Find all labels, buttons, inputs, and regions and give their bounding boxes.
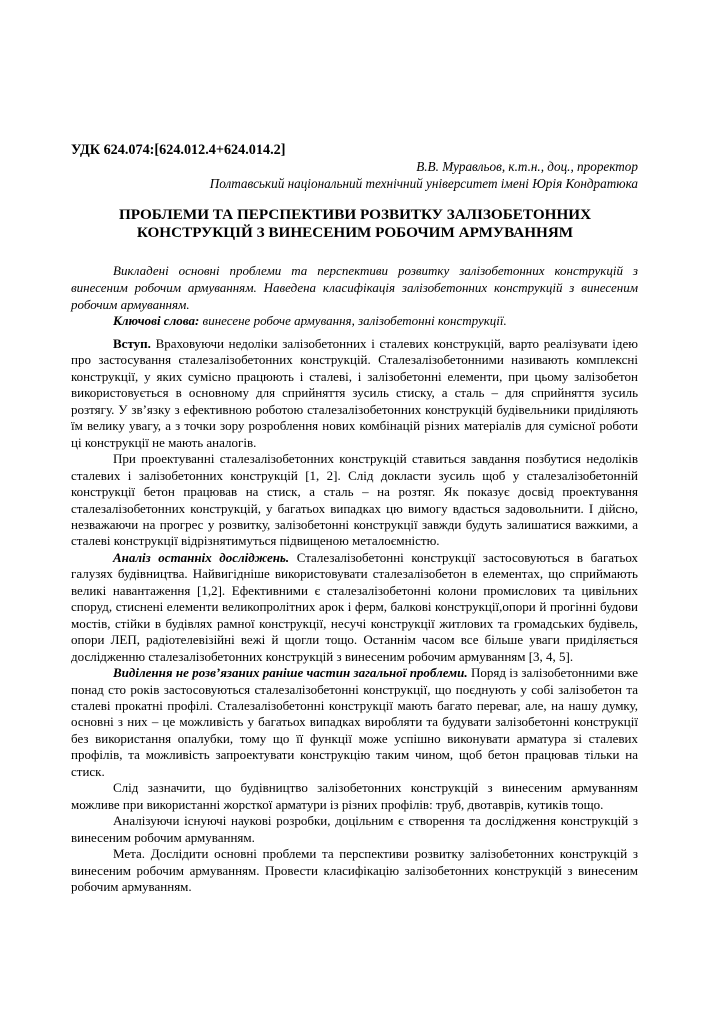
abstract	[71, 263, 638, 313]
unsolved-text: Поряд із залізобетонними вже понад сто років застосовуються сталезалізобетонні конструкції, що поєднують у собі залізобетон та сталеві прокатні профілі. Сталезалізобетонні конструкції мають багато переваг, але, на нашу думку, основні з них – це можливість у багатьох випадках виробляти та будувати залізобетонні конструкції без використання опалубки, тому що її функції може успішно виконувати арматура зі сталевих профілів, та можливість запроектувати конструкцію таким чином, щоб бетон працював тільки на стиск.	[71, 665, 638, 779]
paragraph-intro	[71, 336, 638, 451]
paper-title	[70, 206, 640, 242]
paragraph-unsolved	[71, 665, 638, 780]
keywords-label: Ключові слова:	[113, 313, 200, 328]
udc-code: УДК 624.074:[624.012.4+624.014.2]	[71, 142, 286, 158]
author-name-line: В.В. Муравльов, к.т.н., доц., проректор	[416, 159, 638, 174]
author-affiliation-line: Полтавський національний технічний університет імені Юрія Кондратюка	[209, 176, 638, 191]
intro-text: Враховуючи недоліки залізобетонних і сталевих конструкцій, варто реалізувати ідею про застосування сталезалізобетонних конструкцій. Сталезалізобетонними називають комплексні конструкції, у яких сумісно працюють і сталеві, і залізобетонні елементи, при цьому залізобетон використовується в основному для сприйняття зусиль стиску, а сталь – для сприйняття зусиль розтягу. У зв’язку з ефективною роботою сталезалізобетонних конструкцій будівельники приділяють їм велику увагу, а з точки зору розроблення нових комбінацій різних матеріалів для сумісної роботи ці конструкції не мають аналогів.	[71, 336, 638, 450]
paragraph-goal: Мета. Дослідити основні проблеми та перспективи розвитку залізобетонних конструкцій з винесеним робочим армуванням. Провести класифікацію залізобетонних конструкцій з винесеним робочим армуванням.	[71, 846, 638, 894]
title-line-1: ПРОБЛЕМИ ТА ПЕРСПЕКТИВИ РОЗВИТКУ ЗАЛІЗОБЕТОННИХ	[118, 206, 592, 223]
analysis-text: Сталезалізобетонні конструкції застосовуються в багатьох галузях будівництва. Найвигідніше використовувати сталезалізобетон в елементах, що сприймають великі навантаження [1,2]. Ефективними є сталезалізобетонні колони промислових та цивільних споруд, стиснені елементи великопролітних арок і ферм, балкові конструкції,опори й прогінні будови мостів, стійки в будівлях рамної конструкції, несучі конструкції житлових та громадських будівель, опори ЛЕП, радіотелевізійні вежі й щогли тощо. Останнім часом все більше уваги приділяється дослідженню сталезалізобетонних конструкцій з винесеним робочим армуванням [3, 4, 5].	[71, 549, 639, 664]
unsolved-heading: Виділення не розв’язаних раніше частин загальної проблеми.	[113, 665, 468, 681]
author-block	[210, 158, 638, 192]
keywords-text: винесене робоче армування, залізобетонні конструкції.	[199, 313, 507, 328]
body-text	[71, 336, 638, 895]
keywords	[71, 313, 638, 329]
paragraph-6: Аналізуючи існуючі наукові розробки, доцільним є створення та дослідження конструкцій з винесеним робочим армуванням.	[71, 813, 638, 845]
paragraph-5: Слід зазначити, що будівництво залізобетонних конструкцій з винесеним армуванням можливе при використанні жорсткої арматури із різних профілів: труб, двотаврів, кутиків тощо.	[71, 780, 638, 812]
paragraph-2: При проектуванні сталезалізобетонних конструкцій ставиться завдання позбутися недоліків сталевих і залізобетонних конструкцій [1, 2]. Слід докласти зусиль щоб у сталезалізобетонній конструкції бетон працював на стиск, а сталь – на розтяг. Як показує досвід проектування сталезалізобетонних конструкцій, у багатьох випадках цю вимогу вдасться задовольнити. І дійсно, незважаючи на прогрес у розвитку, залізобетонні конструкції завжди будуть залишатися важкими, а сталеві конструкції відрізнятимуться підвищеною металоємністю.	[71, 451, 638, 549]
abstract-text: Викладені основні проблеми та перспективи розвитку залізобетонних конструкцій з винесеним робочим армуванням. Наведена класифікація залізобетонних конструкцій з винесеним робочим армуванням.	[71, 263, 638, 312]
intro-heading: Вступ.	[113, 336, 151, 351]
paragraph-analysis	[71, 550, 638, 665]
analysis-heading: Аналіз останніх досліджень.	[113, 549, 290, 565]
title-line-2: КОНСТРУКЦІЙ З ВИНЕСЕНИМ РОБОЧИМ АРМУВАННЯМ	[136, 224, 574, 241]
